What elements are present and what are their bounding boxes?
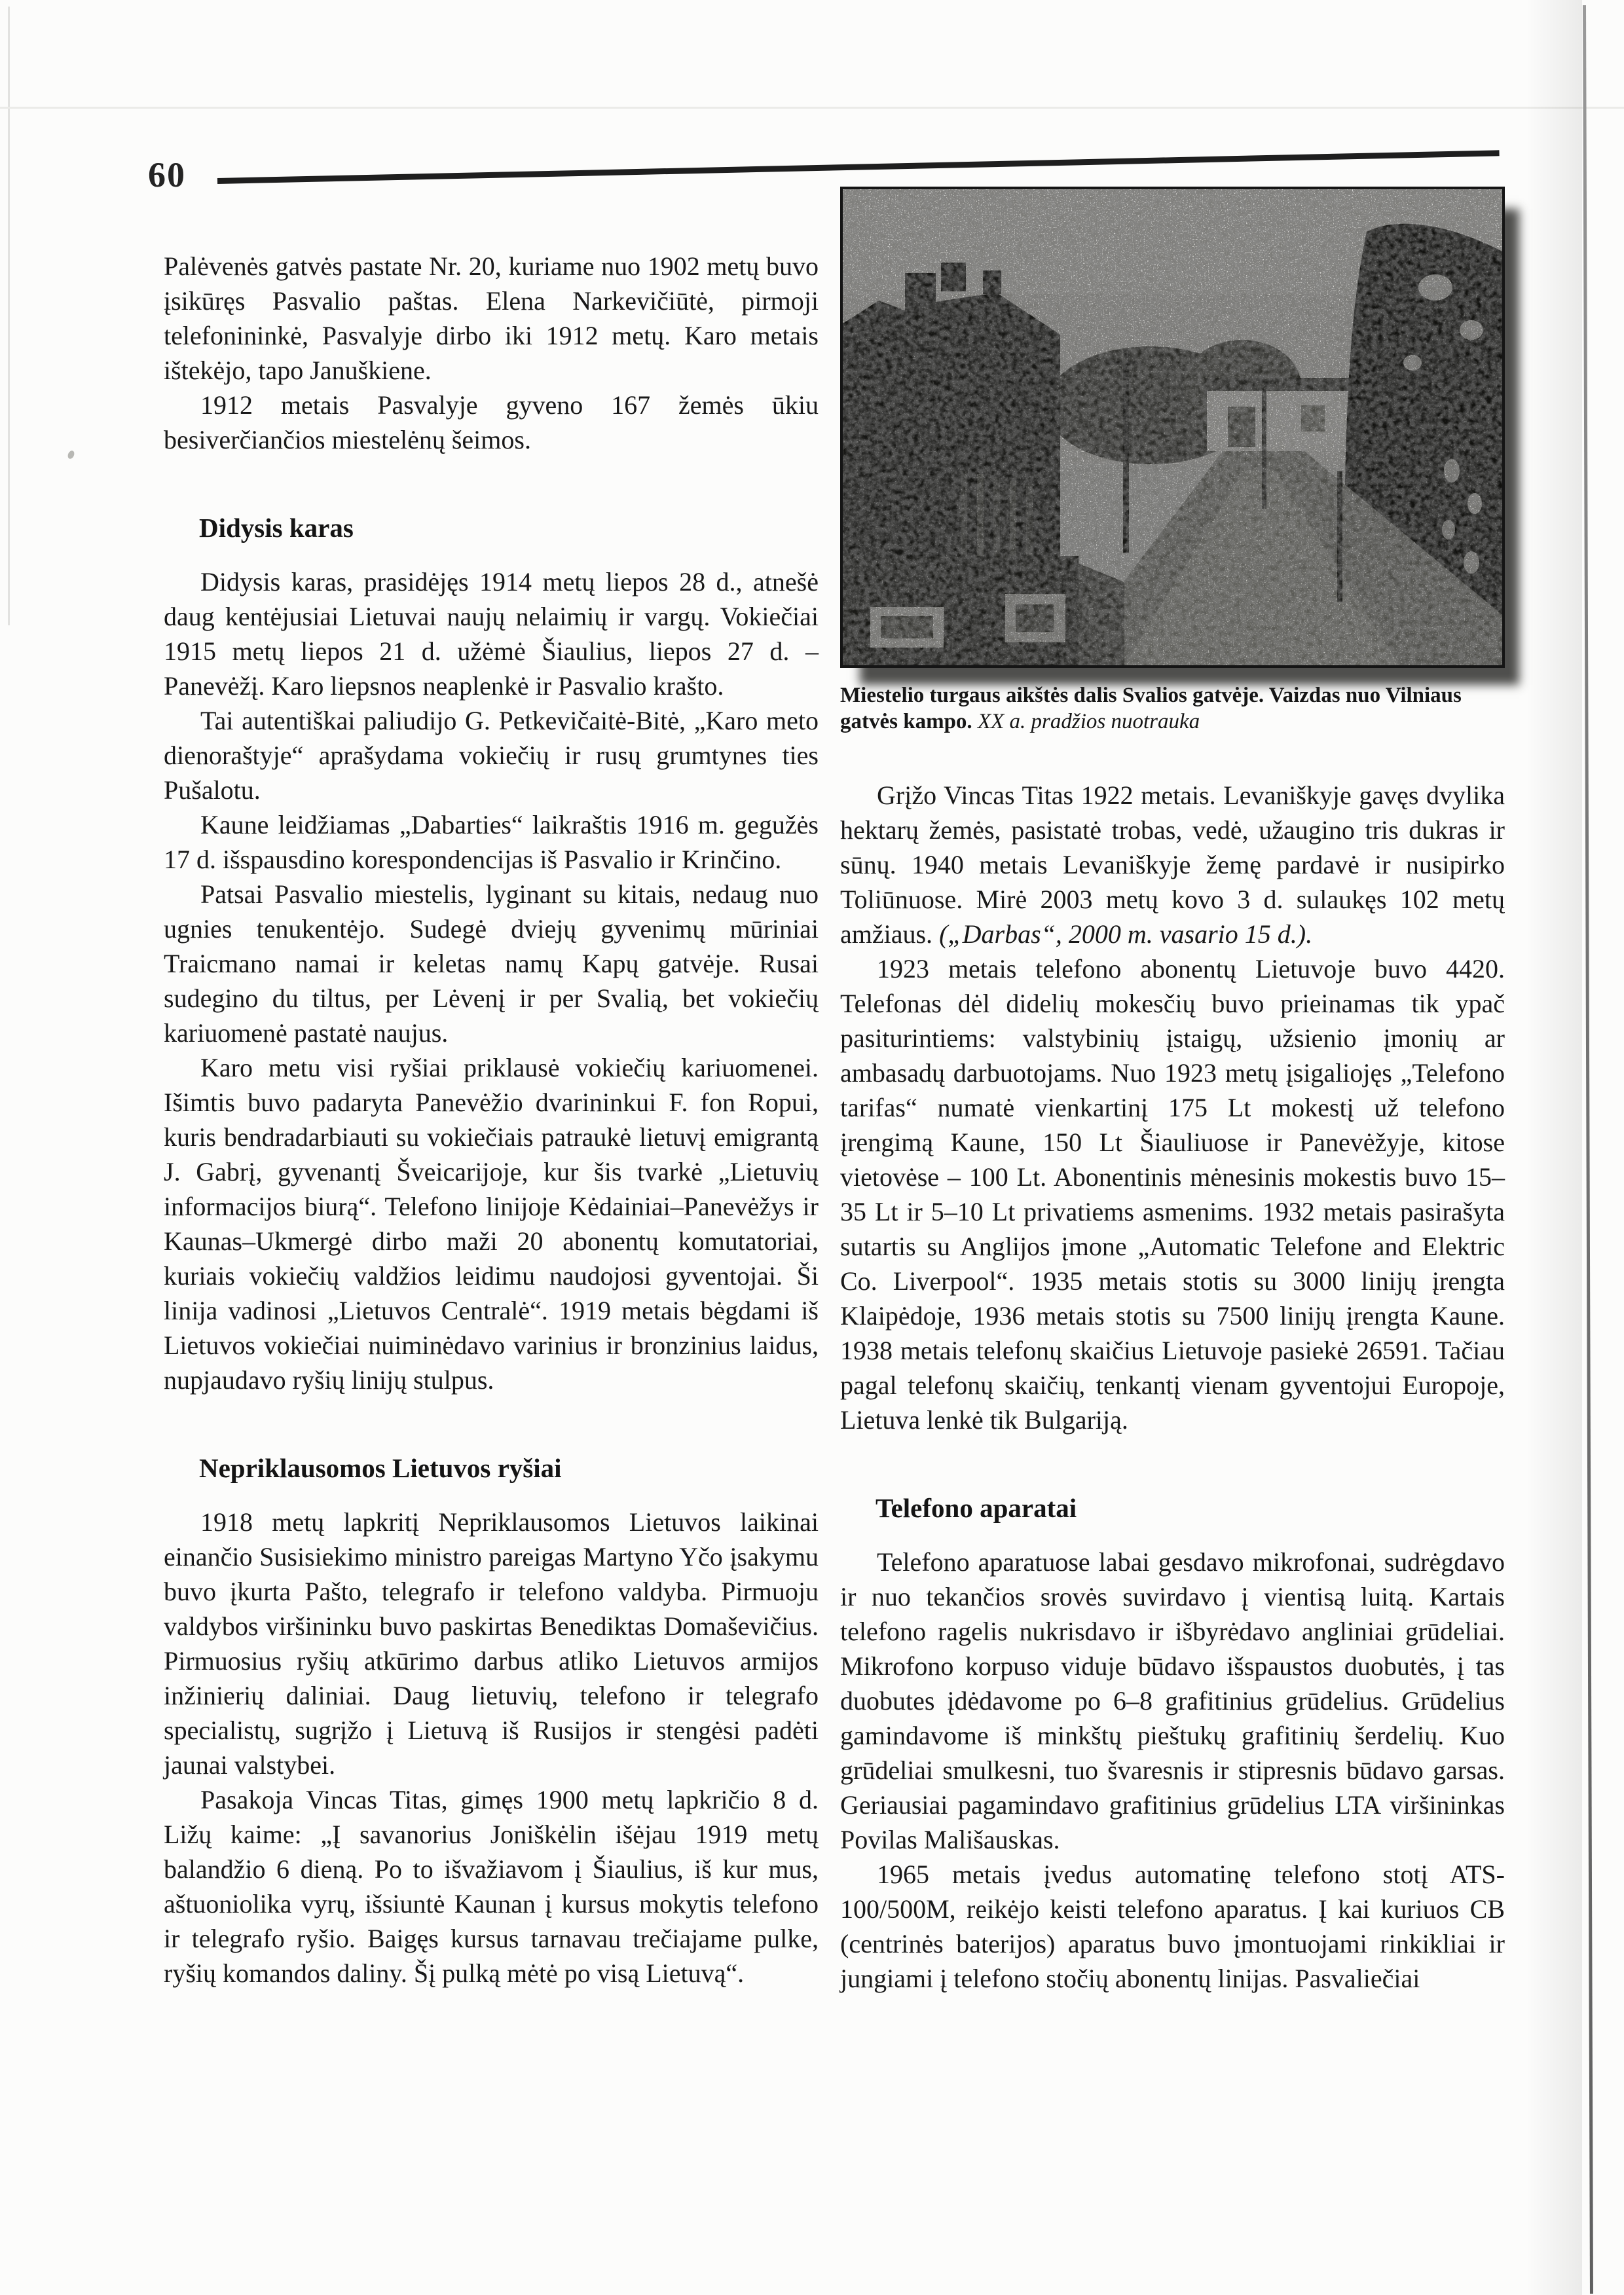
street-photo bbox=[840, 187, 1505, 668]
photo-caption-credit: XX a. pradžios nuotrauka bbox=[977, 710, 1200, 733]
page-edge-line bbox=[1583, 5, 1593, 2294]
paragraph-war-2: Tai autentiškai paliudijo G. Petkevičaitė-Bitė, „Karo meto dienoraštyje“ aprašydama vokiečių ir rusų grumtynes ties Pušalotu. bbox=[164, 706, 819, 805]
section-heading-telefono-aparatai: Telefono aparatai bbox=[876, 1493, 1077, 1523]
scan-artifact-horizontal-line bbox=[0, 107, 1624, 109]
paragraph-intro: Palėvenės gatvės pastate Nr. 20, kuriame nuo 1902 metų buvo įsikūręs Pasvalio paštas. Elena Narkevičiūtė, pirmoji telefonininkė, Pasvalyje dirbo iki 1912 metų. Karo metais ištekėjo, tapo Januškiene. bbox=[164, 251, 819, 385]
paragraph-1923: 1923 metais telefono abonentų Lietuvoje buvo 4420. Telefonas dėl didelių mokesčių buvo prieinamas tik ypač pasiturintiems: valstybinių įstaigų, užsienio įmonių ar ambasadų darbuotojams. Nuo 1923 metų įsigaliojęs „Telefono tarifas“ numatė vienkartinį 175 Lt mokestį už telefono įrengimą Kaune, 150 Lt Šiauliuose ir Panevėžyje, kitose vietovėse – 100 Lt. Abonentinis mėnesinis mokestis buvo 15–35 Lt ir 5–10 Lt privatiems asmenims. 1932 metais pasirašyta sutartis su Anglijos įmone „Automatic Telefone and Elektric Co. Liverpool“. 1935 metais stotis su 3000 linijų įrengta Klaipėdoje, 1936 metais stotis su 7500 linijų įrengta Kaune. 1938 metais telefonų skaičius Lietuvoje pasiekė 26591. Tačiau pagal telefonų skaičių, tenkantį vienam gyventojui Europoje, Lietuva lenkė tik Bulgariją. bbox=[840, 954, 1505, 1435]
paragraph-war-3: Kaune leidžiamas „Dabarties“ laikraštis 1916 m. gegužės 17 d. išspausdino korespondencijas iš Pasvalio ir Krinčino. bbox=[164, 810, 819, 874]
section-heading-didysis-karas: Didysis karas bbox=[199, 513, 354, 543]
photo-caption bbox=[840, 682, 1505, 735]
paragraph-1912: 1912 metais Pasvalyje gyveno 167 žemės ūkiu besiverčiančios miestelėnų šeimos. bbox=[164, 390, 819, 454]
paragraph-war-4: Patsai Pasvalio miestelis, lyginant su kitais, nedaug nuo ugnies tenukentėjo. Sudegė dviejų gyvenimų mūriniai Traicmano namai ir keletas namų Kapų gatvėje. Rusai sudegino du tiltus, per Lėvenį ir per Svalią, bet vokiečių kariuomenė pastatė naujus. bbox=[164, 879, 819, 1048]
paragraph-titas-text: Grįžo Vincas Titas 1922 metais. Levaniškyje gavęs dvylika hektarų žemės, pasistatė trobas, vedė, užaugino tris dukras ir sūnų. 1940 metais Levaniškyje žemę pardavė ir nusipirko Toliūnuose. Mirė 2003 metų kovo 3 d. sulaukęs 102 metų amžiaus. bbox=[840, 780, 1505, 949]
paragraph-war-1: Didysis karas, prasidėjęs 1914 metų liepos 28 d., atnešė daug kentėjusiai Lietuvai naujų nelaimių ir vargų. Vokiečiai 1915 metų liepos 21 d. užėmė Šiaulius, liepos 27 d. – Panevėžį. Karo liepsnos neaplenkė ir Pasvalio krašto. bbox=[164, 567, 819, 701]
paragraph-indep-1: 1918 metų lapkritį Nepriklausomos Lietuvos laikinai einančio Susisiekimo ministro pareigas Martyno Yčo įsakymu buvo įkurta Pašto, telegrafo ir telefono valdyba. Pirmuoju valdybos viršininku buvo paskirtas Benediktas Domaševičius. Pirmuosius ryšių atkūrimo darbus atliko Lietuvos armijos inžinierių daliniai. Daug lietuvių, telefono ir telegrafo specialistų, sugrįžo į Lietuvą iš Rusijos ir stengėsi padėti jaunai valstybei. bbox=[164, 1507, 819, 1780]
paragraph-war-5: Karo metu visi ryšiai priklausė vokiečių kariuomenei. Išimtis buvo padaryta Panevėžio dvarininkui F. fon Ropui, kuris bendradarbiauti su vokiečiais patraukė lietuvį emigrantą J. Gabrį, gyvenantį Šveicarijoje, kur šis tvarkė „Lietuvių informacijos biurą“. Telefono linijoje Kėdainiai–Panevėžys ir Kaunas–Ukmergė dirbo maži 20 abonentų komutatoriai, kuriais vokiečių valdžios leidimu naudojosi gyventojai. Ši linija vadinosi „Lietuvos Centralė“. 1919 metais bėgdami iš Lietuvos vokiečiai nuiminėdavo varinius ir bronzinius laidus, nupjaudavo ryšių linijų stulpus. bbox=[164, 1053, 819, 1395]
right-column bbox=[840, 187, 1505, 1996]
scan-artifact-vertical-line bbox=[8, 7, 10, 625]
paragraph-titas-source: („Darbas“, 2000 m. vasario 15 d.). bbox=[939, 919, 1313, 949]
paragraph-titas bbox=[840, 778, 1505, 951]
section-heading-nepriklausomos: Nepriklausomos Lietuvos ryšiai bbox=[199, 1453, 562, 1483]
header-rule bbox=[217, 150, 1500, 184]
paragraph-indep-2: Pasakoja Vincas Titas, gimęs 1900 metų lapkričio 8 d. Ližų kaime: „Į savanorius Joniškėlin išėjau 1919 metų balandžio 6 dieną. Po to išvažiavom į Šiaulius, iš kur mus, aštuoniolika vyrų, išsiuntė Kaunan į kursus mokytis telefono ir telegrafo ryšio. Baigęs kursus tarnavau trečiajame pulke, ryšių komandos daliny. Šį pulką mėtė po visą Lietuvą“. bbox=[164, 1785, 819, 1988]
photo-caption-text: Miestelio turgaus aikštės dalis Svalios gatvėje. Vaizdas nuo Vilniaus gatvės kampo. bbox=[840, 684, 1462, 733]
photo-figure bbox=[840, 187, 1505, 735]
page-number: 60 bbox=[148, 155, 186, 194]
left-column bbox=[164, 249, 819, 1991]
paragraph-phones-1: Telefono aparatuose labai gesdavo mikrofonai, sudrėgdavo ir nuo tekančios srovės suvirdavo į vientisą luitą. Kartais telefono ragelis nukrisdavo ir išbyrėdavo angliniai grūdeliai. Mikrofono korpuso viduje būdavo išspaustos duobutės, į tas duobutes įdėdavome po 6–8 grafitinius grūdelius. Grūdelius gamindavome iš minkštų pieštukų grafitinių šerdelių. Kuo grūdeliai smulkesni, tuo švaresnis ir stipresnis būdavo garsas. Geriausiai pagamindavo grafitinius grūdelius LTA viršininkas Povilas Mališauskas. bbox=[840, 1547, 1505, 1854]
paragraph-phones-2: 1965 metais įvedus automatinę telefono stotį ATS-100/500M, reikėjo keisti telefono aparatus. Į kai kuriuos CB (centrinės baterijos) aparatus buvo įmontuojami rinkikliai ir jungiami į telefono stočių abonentų linijas. Pasvaliečiai bbox=[840, 1860, 1505, 1993]
ink-speck bbox=[67, 450, 76, 460]
page-edge-shadow bbox=[1526, 0, 1582, 2295]
street-photo-graphic bbox=[843, 189, 1502, 665]
